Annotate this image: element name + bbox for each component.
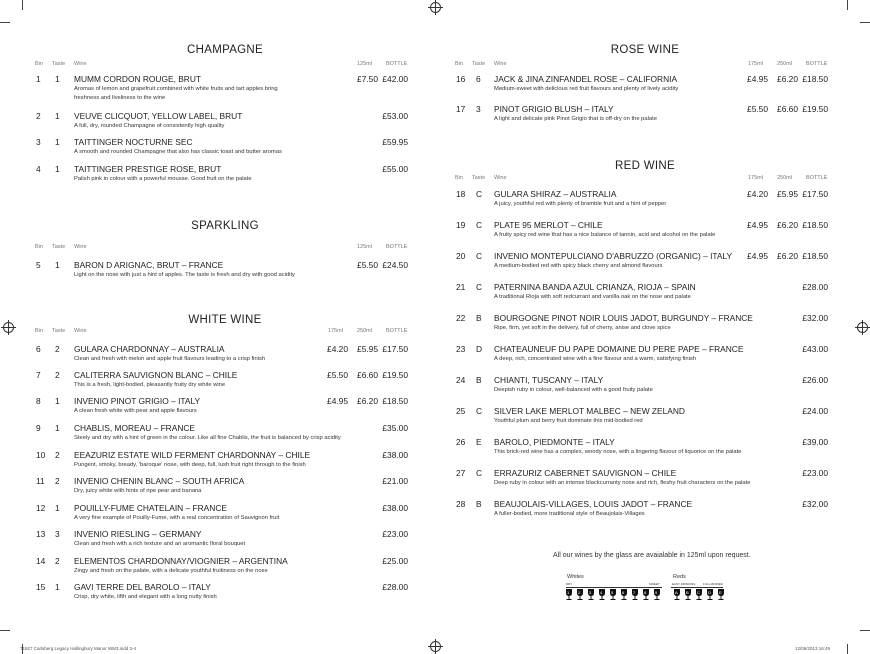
price-175ml: £4.20 [327, 344, 348, 354]
taste-code: 3 [476, 104, 481, 114]
wine-name: BOURGOGNE PINOT NOIR LOUIS JADOT, BURGUNDY – FRANCE [494, 313, 753, 323]
wine-description: Ripe, firm, yet soft in the delivery, full of cherry, anise and clove spice [494, 325, 671, 331]
price-bottle: £26.00 [802, 375, 828, 385]
price-bottle: £38.00 [382, 450, 408, 460]
bin-number: 4 [36, 164, 41, 174]
crop-mark [847, 644, 848, 654]
header-bin: Bin [455, 175, 463, 181]
price-bottle: £19.50 [382, 370, 408, 380]
wine-description: Crisp, dry white, lifth and elegant with a long nutty finish [74, 594, 217, 600]
taste-code: 1 [55, 582, 60, 592]
crop-mark [860, 22, 870, 23]
wine-description: This brick-red wine has a complex, woody nose, with a lingering flavour of liquorice on the palate [494, 449, 742, 455]
wine-description: A clean fresh white with pear and apple flavours [74, 408, 197, 414]
price-bottle: £23.00 [802, 468, 828, 478]
taste-code: 1 [55, 396, 60, 406]
bin-number: 13 [36, 529, 46, 539]
legend-easy-drinking-label: EASY DRINKING [672, 582, 696, 586]
wine-glass-label: 1 [567, 590, 570, 595]
price-250ml: £5.95 [357, 344, 378, 354]
wine-name: MUMM CORDON ROUGE, BRUT [74, 74, 202, 84]
wine-glass-label: 6 [622, 590, 625, 595]
legend-whites-label: Whites [567, 574, 584, 580]
price-bottle: £18.50 [802, 74, 828, 84]
price-bottle: £38.00 [382, 503, 408, 513]
legend-sweet-label: SWEET [649, 582, 660, 586]
section-title-champagne: CHAMPAGNE [187, 44, 263, 56]
price-175ml: £5.50 [747, 104, 768, 114]
header-175ml: 175ml [748, 175, 763, 181]
registration-mark-top [430, 2, 441, 13]
bin-number: 15 [36, 582, 46, 592]
bin-number: 10 [36, 450, 46, 460]
wine-name: GAVI TERRE DEL BAROLO – ITALY [74, 582, 211, 592]
registration-mark-bottom [430, 641, 441, 652]
section-title-white-wine: WHITE WINE [188, 314, 262, 326]
price-bottle: £24.50 [382, 260, 408, 270]
bin-number: 24 [456, 375, 466, 385]
wine-description: A juicy, youthful red with plenty of bramble fruit and a hint of pepper [494, 201, 667, 207]
price-250ml: £6.20 [777, 74, 798, 84]
wine-description: Medium-sweet with delicious red fruit flavours and plenty of lively acidity [494, 86, 679, 92]
taste-code: B [476, 499, 482, 509]
price-bottle: £18.50 [802, 251, 828, 261]
registration-mark-left [3, 322, 14, 333]
price-bottle: £23.00 [382, 529, 408, 539]
header-125ml: 125ml [357, 61, 372, 67]
price-250ml: £6.60 [777, 104, 798, 114]
wine-name: CALITERRA SAUVIGNON BLANC – CHILE [74, 370, 238, 380]
crop-mark [0, 22, 10, 23]
wine-description: Zingy and fresh on the palate, with a delicate youthful fruitiness on the nose [74, 568, 268, 574]
wine-name: INVENIO MONTEPULCIANO D'ABRUZZO (ORGANIC) – ITALY [494, 251, 733, 261]
bin-number: 3 [36, 137, 41, 147]
taste-code: 2 [55, 344, 60, 354]
header-bin: Bin [455, 61, 463, 67]
wine-glass-label: 5 [611, 590, 614, 595]
taste-code: C [476, 189, 483, 199]
section-title-sparkling: SPARKLING [191, 220, 259, 232]
bin-number: 22 [456, 313, 466, 323]
wine-name: PINOT GRIGIO BLUSH – ITALY [494, 104, 614, 114]
taste-code: 1 [55, 164, 60, 174]
wine-name: CHIANTI, TUSCANY – ITALY [494, 375, 604, 385]
price-bottle: £43.00 [802, 344, 828, 354]
header-wine: Wine [494, 175, 507, 181]
header-wine: Wine [494, 61, 507, 67]
wine-description: A light and delicate pink Pinot Grigio that is off-dry on the palate [494, 116, 657, 122]
taste-code: B [476, 375, 482, 385]
wine-name: INVENIO PINOT GRIGIO – ITALY [74, 396, 201, 406]
taste-code: 1 [55, 74, 60, 84]
wine-name: BAROLO, PIEDMONTE – ITALY [494, 437, 615, 447]
wine-description: Pungent, smoky, bready, 'baroque' nose, with deep, full, lush fruit right through to the finish [74, 462, 306, 468]
price-250ml: £6.20 [777, 251, 798, 261]
bin-number: 17 [456, 104, 466, 114]
bin-number: 25 [456, 406, 466, 416]
wine-name: JACK & JINA ZINFANDEL ROSE – CALIFORNIA [494, 74, 678, 84]
glass-availability-note: All our wines by the glass are avaialable in 125ml upon request. [553, 552, 751, 559]
price-bottle: £19.50 [802, 104, 828, 114]
header-bin: Bin [35, 61, 43, 67]
bin-number: 2 [36, 111, 41, 121]
wine-description: Palish pink in colour with a powerful mousse. Good fruit on the palate [74, 176, 252, 182]
price-bottle: £28.00 [382, 582, 408, 592]
taste-code: C [476, 251, 483, 261]
price-175ml: £4.95 [747, 74, 768, 84]
wine-name: INVENIO CHENIN BLANC – SOUTH AFRICA [74, 476, 245, 486]
header-taste: Taste [472, 61, 486, 67]
taste-code: B [476, 313, 482, 323]
bin-number: 27 [456, 468, 466, 478]
header-bottle: BOTTLE [386, 61, 408, 67]
taste-code: C [476, 406, 483, 416]
price-bottle: £25.00 [382, 556, 408, 566]
legend-scale-line-whites [566, 587, 662, 588]
header-taste: Taste [52, 328, 66, 334]
wine-description: A medium-bodied red with spicy black cherry and almond flavours [494, 263, 663, 269]
wine-description: This is a fresh, light-bodied, pleasantly fruity dry white wine [74, 382, 226, 388]
wine-description: Dry, juicy white with hints of ripe pear and banana [74, 488, 202, 494]
header-bottle: BOTTLE [386, 328, 408, 334]
price-125ml: £7.50 [357, 74, 378, 84]
header-250ml: 250ml [777, 61, 792, 67]
taste-code: 1 [55, 260, 60, 270]
wine-glass-label: 7 [633, 590, 636, 595]
price-175ml: £5.50 [327, 370, 348, 380]
crop-mark [847, 0, 848, 10]
header-bin: Bin [35, 328, 43, 334]
wine-description: Clean and fresh with melon and apple fruit flavours leading to a crisp finish [74, 356, 266, 362]
header-175ml: 175ml [748, 61, 763, 67]
section-title-rose-wine: ROSE WINE [610, 44, 680, 56]
price-175ml: £4.95 [747, 251, 768, 261]
bin-number: 19 [456, 220, 466, 230]
header-250ml: 250ml [777, 175, 792, 181]
crop-mark [0, 630, 10, 631]
legend-reds-label: Reds [673, 574, 686, 580]
header-125ml: 125ml [357, 244, 372, 250]
wine-name: ERRAZURIZ CABERNET SAUVIGNON – CHILE [494, 468, 677, 478]
taste-code: C [476, 468, 483, 478]
taste-code: C [476, 282, 483, 292]
header-taste: Taste [472, 175, 486, 181]
wine-glass-label: C [697, 590, 700, 595]
wine-name: VEUVE CLICQUOT, YELLOW LABEL, BRUT [74, 111, 243, 121]
legend-full-bodied-label: FULL-BODIED [703, 582, 723, 586]
crop-mark [22, 0, 23, 10]
wine-description: Youthful plum and berry fruit dominate this mid-bodied red [494, 418, 643, 424]
wine-description: Steely and dry with a hint of green in the colour. Like all fine Chablis, the fruit is balanced by crisp acidity [74, 435, 341, 441]
wine-glass-label: 8 [644, 590, 647, 595]
bin-number: 1 [36, 74, 41, 84]
legend-scale-line-reds [671, 587, 723, 588]
taste-code: 1 [55, 111, 60, 121]
wine-glass-label: 4 [600, 590, 603, 595]
wine-name: POUILLY-FUME CHATELAIN – FRANCE [74, 503, 227, 513]
price-bottle: £18.50 [382, 396, 408, 406]
bin-number: 8 [36, 396, 41, 406]
taste-code: 1 [55, 423, 60, 433]
wine-name: INVENIO RIESLING – GERMANY [74, 529, 202, 539]
price-bottle: £42.00 [382, 74, 408, 84]
wine-name: EEAZURIZ ESTATE WILD FERMENT CHARDONNAY – CHILE [74, 450, 311, 460]
taste-code: 2 [55, 556, 60, 566]
wine-description: A full, dry, rounded Champagne of consistently high quality [74, 123, 225, 129]
price-bottle: £53.00 [382, 111, 408, 121]
header-bottle: BOTTLE [806, 61, 828, 67]
registration-mark-right [857, 322, 868, 333]
price-bottle: £39.00 [802, 437, 828, 447]
wine-name: PLATE 95 MERLOT – CHILE [494, 220, 603, 230]
header-bottle: BOTTLE [386, 244, 408, 250]
header-bin: Bin [35, 244, 43, 250]
bin-number: 23 [456, 344, 466, 354]
price-bottle: £32.00 [802, 313, 828, 323]
price-bottle: £59.95 [382, 137, 408, 147]
header-wine: Wine [74, 244, 87, 250]
taste-code: 3 [55, 529, 60, 539]
taste-code: 1 [55, 503, 60, 513]
wine-name: PATERNINA BANDA AZUL CRIANZA, RIOJA – SPAIN [494, 282, 696, 292]
wine-name: GULARA SHIRAZ – AUSTRALIA [494, 189, 617, 199]
bin-number: 20 [456, 251, 466, 261]
wine-description: A deep, rich, concentrated wine with a fine flavour and a warm, satisfying finish [494, 356, 697, 362]
wine-glass-label: 2 [578, 590, 581, 595]
wine-description: Deepish ruby in colour, well-balanced with a good fruity palate [494, 387, 653, 393]
price-125ml: £5.50 [357, 260, 378, 270]
wine-glass-label: A [675, 590, 678, 595]
header-wine: Wine [74, 61, 87, 67]
bin-number: 18 [456, 189, 466, 199]
wine-description: Clean and fresh with a rich texture and an aromantic floral bouquet [74, 541, 246, 547]
wine-name: TAITTINGER NOCTURNE SEC [74, 137, 193, 147]
legend-dry-label: DRY [566, 582, 573, 586]
wine-description: Deep ruby in colour with an intense blackcurranty nose and rich, fleshy fruit characters on the palate [494, 480, 751, 486]
wine-name: BARON D ARIGNAC, BRUT – FRANCE [74, 260, 224, 270]
price-bottle: £17.50 [802, 189, 828, 199]
taste-code: 2 [55, 450, 60, 460]
taste-code: 6 [476, 74, 481, 84]
price-250ml: £5.95 [777, 189, 798, 199]
header-wine: Wine [74, 328, 87, 334]
wine-description: A very fine example of Pouilly-Fume, with a real concentration of Sauvignon fruit [74, 515, 280, 521]
wine-name: SILVER LAKE MERLOT MALBEC – NEW ZELAND [494, 406, 685, 416]
wine-description: Light on the nose with just a hint of apples. The taste is fresh and dry with good acidity [74, 272, 295, 278]
bin-number: 14 [36, 556, 46, 566]
wine-glass-label: D [708, 590, 711, 595]
price-175ml: £4.95 [747, 220, 768, 230]
taste-code: C [476, 220, 483, 230]
taste-code: E [476, 437, 482, 447]
price-250ml: £6.60 [357, 370, 378, 380]
price-bottle: £55.00 [382, 164, 408, 174]
price-bottle: £21.00 [382, 476, 408, 486]
bin-number: 6 [36, 344, 41, 354]
header-taste: Taste [52, 61, 66, 67]
wine-name: ELEMENTOS CHARDONNAY/VIOGNIER – ARGENTINA [74, 556, 288, 566]
wine-description: A smooth and rounded Champagne that also has classic toast and butter aromas [74, 149, 282, 155]
footer-slug-left: 71827 Carlsberg Legacy Hallingbury Manor WM3.indd 3-4 [20, 646, 137, 651]
price-bottle: £24.00 [802, 406, 828, 416]
bin-number: 11 [36, 476, 45, 486]
taste-code: 1 [55, 137, 60, 147]
wine-name: CHATEAUNEUF DU PAPE DOMAINE DU PERE PAPE – FRANCE [494, 344, 744, 354]
bin-number: 26 [456, 437, 466, 447]
section-title-red-wine: RED WINE [615, 160, 675, 172]
header-bottle: BOTTLE [806, 175, 828, 181]
wine-glass-label: B [686, 590, 689, 595]
wine-glass-label: E [719, 590, 722, 595]
price-bottle: £35.00 [382, 423, 408, 433]
wine-description: A fuller-bodied, more traditional style of Beaujolais-Villages [494, 511, 645, 517]
footer-slug-right: 12/06/2013 16:49 [795, 646, 831, 651]
price-175ml: £4.20 [747, 189, 768, 199]
wine-description: A traditional Rioja with soft redcurrant and vanilla oak on the nose and palate [494, 294, 691, 300]
taste-code: D [476, 344, 483, 354]
wine-glass-label: 3 [589, 590, 592, 595]
header-250ml: 250ml [357, 328, 372, 334]
price-250ml: £6.20 [357, 396, 378, 406]
wine-description: Aromas of lemon and grapefruit combined with white fruits and tart apples bring freshness and liveliness to the wine [74, 86, 278, 101]
bin-number: 16 [456, 74, 466, 84]
crop-mark [860, 630, 870, 631]
price-bottle: £28.00 [802, 282, 828, 292]
bin-number: 9 [36, 423, 41, 433]
bin-number: 28 [456, 499, 466, 509]
bin-number: 21 [456, 282, 466, 292]
price-175ml: £4.95 [327, 396, 348, 406]
header-175ml: 175ml [328, 328, 343, 334]
price-250ml: £6.20 [777, 220, 798, 230]
wine-description: A fruity spicy red wine that has a nice balance of tannin, acid and alcohol on the palate [494, 232, 716, 238]
taste-code: 2 [55, 370, 60, 380]
taste-code: 2 [55, 476, 60, 486]
wine-glass-label: 9 [655, 590, 658, 595]
wine-name: BEAUJOLAIS-VILLAGES, LOUIS JADOT – FRANCE [494, 499, 693, 509]
price-bottle: £32.00 [802, 499, 828, 509]
wine-name: CHABLIS, MOREAU – FRANCE [74, 423, 195, 433]
header-taste: Taste [52, 244, 66, 250]
bin-number: 7 [36, 370, 41, 380]
wine-name: GULARA CHARDONNAY – AUSTRALIA [74, 344, 225, 354]
price-bottle: £18.50 [802, 220, 828, 230]
price-bottle: £17.50 [382, 344, 408, 354]
bin-number: 5 [36, 260, 41, 270]
bin-number: 12 [36, 503, 46, 513]
wine-name: TAITTINGER PRESTIGE ROSE, BRUT [74, 164, 222, 174]
